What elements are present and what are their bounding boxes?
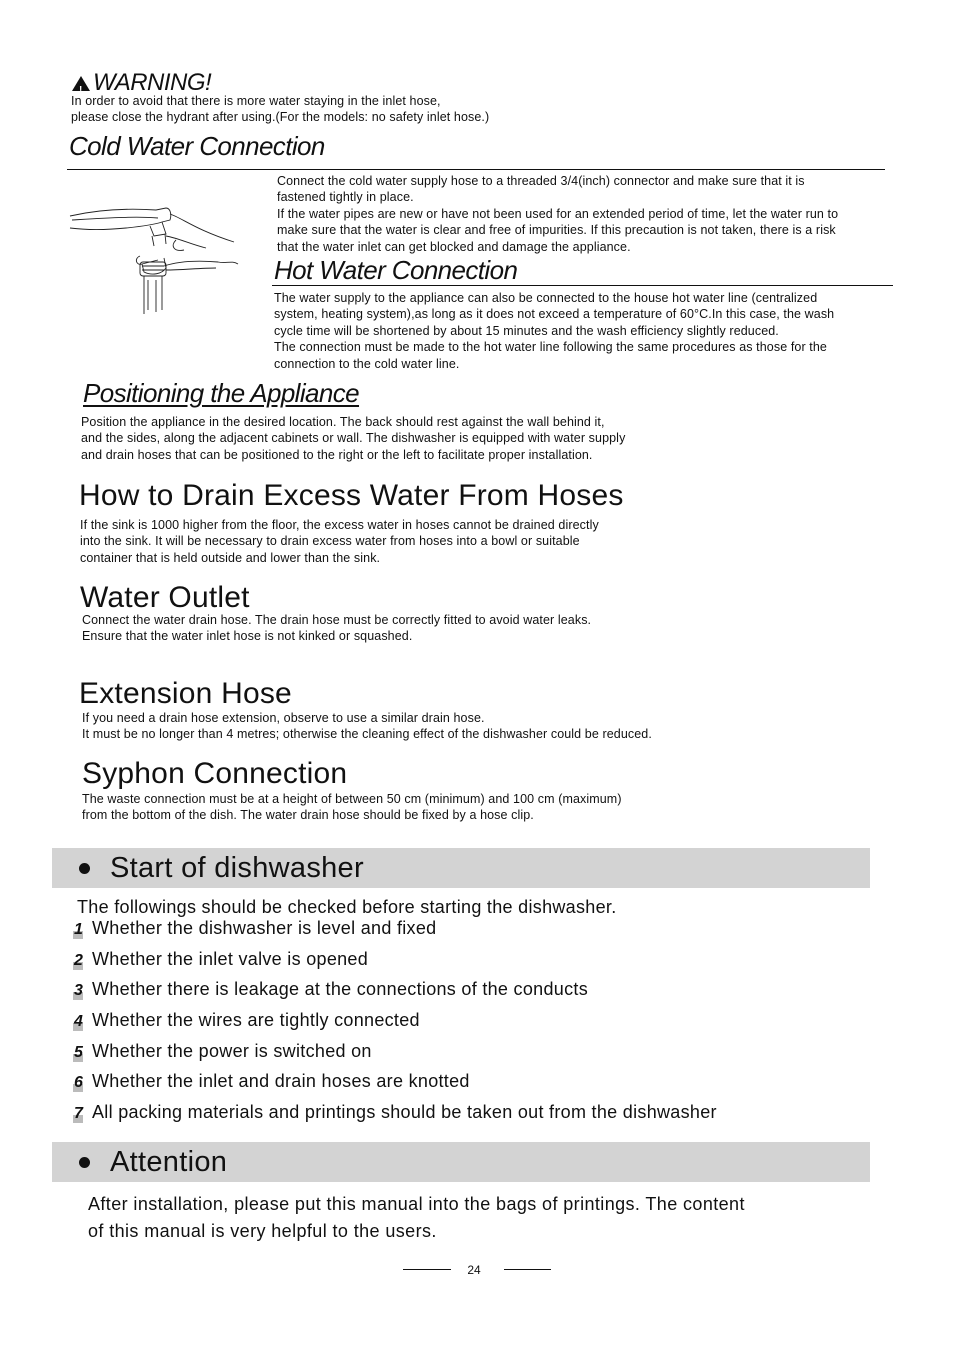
cold-water-line: If the water pipes are new or have not been used for an extended period of time, let the water run to bbox=[277, 206, 839, 221]
warning-text bbox=[71, 93, 489, 126]
tap-hose-illustration bbox=[66, 200, 246, 318]
start-title: Start of dishwasher bbox=[110, 852, 364, 884]
check-item-text: Whether there is leakage at the connections of the conducts bbox=[92, 979, 588, 999]
check-item bbox=[74, 1070, 470, 1094]
cold-water-line: make sure that the water is clear and free of impurities. If this precaution is not taken, there is a risk bbox=[277, 223, 836, 238]
outlet-text bbox=[82, 612, 591, 645]
extension-line: It must be no longer than 4 metres; otherwise the cleaning effect of the dishwasher could be reduced. bbox=[82, 727, 652, 742]
warning-line: please close the hydrant after using.(For the models: no safety inlet hose.) bbox=[71, 110, 490, 125]
check-item-text: All packing materials and printings should be taken out from the dishwasher bbox=[92, 1102, 717, 1122]
attention-line: of this manual is very helpful to the users. bbox=[88, 1221, 437, 1241]
hot-water-text bbox=[274, 290, 834, 372]
check-item bbox=[74, 948, 368, 972]
attention-section-bar bbox=[52, 1142, 870, 1182]
attention-line: After installation, please put this manual into the bags of printings. The content bbox=[88, 1194, 745, 1214]
step-number: 7 bbox=[74, 1103, 92, 1125]
hot-water-line: The water supply to the appliance can also be connected to the house hot water line (centralized bbox=[274, 291, 818, 305]
cold-water-line: fastened tightly in place. bbox=[277, 190, 414, 205]
drain-line: If the sink is 1000 higher from the floor, the excess water in hoses cannot be drained directly bbox=[80, 518, 599, 532]
attention-title: Attention bbox=[110, 1146, 228, 1178]
hot-water-title: Hot Water Connection bbox=[274, 255, 518, 285]
syphon-text bbox=[82, 791, 622, 824]
outlet-title: Water Outlet bbox=[80, 581, 250, 614]
check-item bbox=[74, 1009, 420, 1033]
syphon-title: Syphon Connection bbox=[82, 757, 348, 790]
step-number: 6 bbox=[74, 1072, 92, 1094]
positioning-title: Positioning the Appliance bbox=[83, 378, 360, 408]
drain-line: into the sink. It will be necessary to drain excess water from hoses into a bowl or suitable bbox=[80, 534, 580, 549]
start-intro: The followings should be checked before starting the dishwasher. bbox=[77, 897, 617, 917]
step-number: 1 bbox=[74, 919, 92, 941]
positioning-line: Position the appliance in the desired location. The back should rest against the wall behind it, bbox=[81, 415, 605, 429]
hot-water-line: The connection must be made to the hot water line following the same procedures as those for the bbox=[274, 340, 827, 355]
warning-line: In order to avoid that there is more water staying in the inlet hose, bbox=[71, 94, 441, 108]
step-number: 4 bbox=[74, 1011, 92, 1033]
check-item-text: Whether the inlet valve is opened bbox=[92, 949, 369, 969]
hot-water-line: cycle time will be shortened by about 15 minutes and the wash efficiency slightly reduced. bbox=[274, 323, 779, 338]
bullet-icon bbox=[79, 863, 90, 874]
check-item-text: Whether the wires are tightly connected bbox=[92, 1010, 420, 1030]
extension-text bbox=[82, 710, 652, 743]
check-item-text: Whether the power is switched on bbox=[92, 1041, 372, 1061]
drain-text bbox=[80, 517, 599, 566]
check-item bbox=[74, 978, 588, 1002]
page-number: 24 bbox=[467, 1263, 481, 1277]
syphon-line: The waste connection must be at a height of between 50 cm (minimum) and 100 cm (maximum) bbox=[82, 792, 622, 806]
drain-title: How to Drain Excess Water From Hoses bbox=[79, 479, 624, 512]
page-number-rule-left bbox=[403, 1269, 451, 1270]
warning-title: WARNING! bbox=[93, 69, 212, 96]
cold-water-rule bbox=[67, 169, 885, 170]
positioning-text bbox=[81, 414, 625, 463]
step-number: 2 bbox=[74, 950, 92, 972]
drain-line: container that is held outside and lower than the sink. bbox=[80, 550, 381, 565]
step-number: 5 bbox=[74, 1042, 92, 1064]
cold-water-text bbox=[277, 173, 838, 255]
positioning-line: and drain hoses that can be positioned to the right or the left to facilitate proper installation. bbox=[81, 447, 593, 462]
check-item-text: Whether the dishwasher is level and fixed bbox=[92, 918, 437, 938]
attention-text bbox=[88, 1191, 745, 1245]
extension-title: Extension Hose bbox=[79, 677, 292, 710]
cold-water-title: Cold Water Connection bbox=[69, 131, 325, 161]
step-number: 3 bbox=[74, 980, 92, 1002]
check-item-text: Whether the inlet and drain hoses are knotted bbox=[92, 1071, 470, 1091]
hot-water-line: system, heating system),as long as it does not exceed a temperature of 60°C.In this case, the wash bbox=[274, 307, 835, 322]
check-item bbox=[74, 917, 436, 941]
check-item bbox=[74, 1040, 372, 1064]
extension-line: If you need a drain hose extension, observe to use a similar drain hose. bbox=[82, 711, 485, 725]
hot-water-line: connection to the cold water line. bbox=[274, 356, 460, 371]
cold-water-line: Connect the cold water supply hose to a threaded 3/4(inch) connector and make sure that it is bbox=[277, 174, 805, 188]
outlet-line: Ensure that the water inlet hose is not kinked or squashed. bbox=[82, 629, 413, 644]
cold-water-line: that the water inlet can get blocked and damage the appliance. bbox=[277, 239, 631, 254]
start-section-bar bbox=[52, 848, 870, 888]
page-number-rule-right bbox=[504, 1269, 551, 1270]
check-item bbox=[74, 1101, 717, 1125]
positioning-line: and the sides, along the adjacent cabinets or wall. The dishwasher is equipped with water supply bbox=[81, 431, 626, 446]
hot-water-rule bbox=[272, 285, 893, 286]
syphon-line: from the bottom of the dish. The water drain hose should be fixed by a hose clip. bbox=[82, 808, 534, 823]
bullet-icon bbox=[79, 1157, 90, 1168]
warning-triangle-icon bbox=[72, 76, 90, 91]
outlet-line: Connect the water drain hose. The drain hose must be correctly fitted to avoid water leaks. bbox=[82, 613, 592, 627]
